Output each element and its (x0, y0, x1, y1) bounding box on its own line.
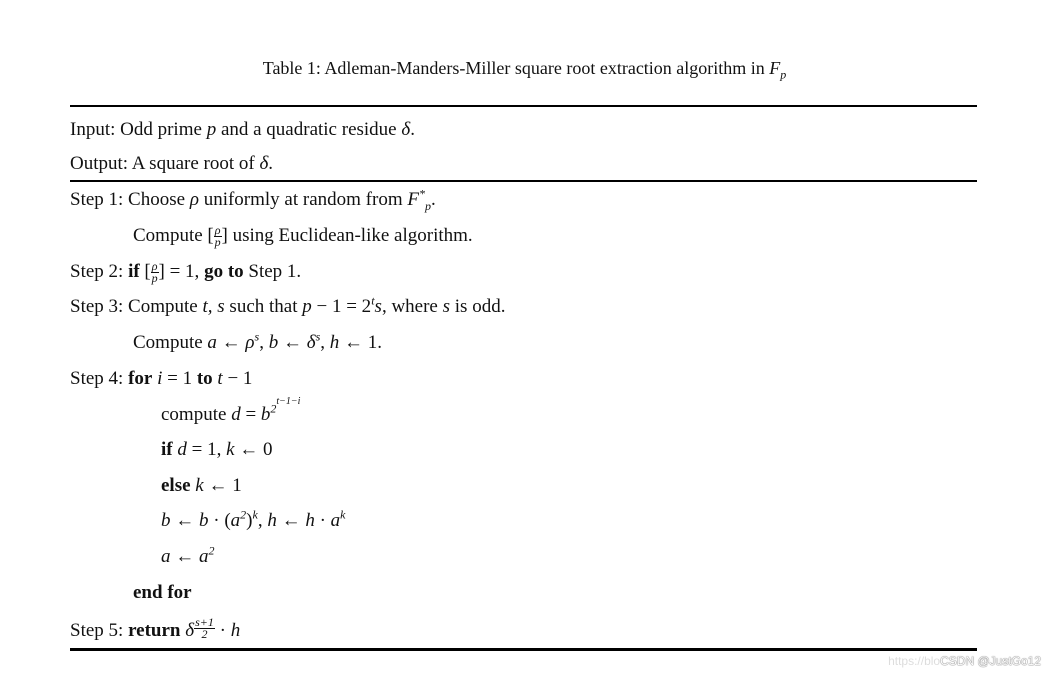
fraction-denominator: 2 (201, 627, 208, 641)
step-row (70, 188, 436, 212)
step-row (70, 295, 505, 319)
math-symbol: δ (259, 153, 269, 174)
caption-label: Table 1: Adleman-Manders-Miller square root extraction algorithm in (262, 58, 770, 78)
math-symbol: a (161, 546, 171, 567)
math-symbol: a (230, 510, 241, 531)
math-symbol: h (329, 332, 340, 353)
math-symbol: b (268, 332, 279, 353)
step-row (70, 617, 240, 643)
superscript: k (252, 507, 258, 522)
fraction-denominator: p (151, 271, 158, 286)
text-segment: , (259, 332, 269, 353)
math-symbol: d (177, 439, 187, 460)
math-symbol: p (302, 296, 312, 317)
text-segment: . (430, 189, 436, 210)
fraction-denominator: p (214, 235, 221, 250)
math-symbol: F (407, 189, 419, 210)
math-symbol: b (199, 510, 209, 531)
watermark-main: CSDN @JustGo12 (940, 654, 1041, 668)
math-symbol: h (305, 510, 315, 531)
text-segment: ← 1. (339, 332, 382, 353)
math-symbol: b (161, 510, 171, 531)
text-segment: is odd. (450, 296, 506, 317)
nested-superscript: t−1−i (276, 396, 301, 407)
math-symbol: s (442, 296, 451, 317)
text-segment: compute (161, 404, 232, 425)
fraction-numerator: ρ (214, 223, 221, 238)
watermark-faint: https://blo (888, 654, 941, 668)
math-symbol: t, s (202, 296, 225, 317)
text-segment: ← 1 (203, 475, 242, 496)
superscript: * (418, 186, 425, 201)
text-segment: = (240, 404, 261, 425)
text-segment: Step 1: Choose (70, 189, 190, 210)
step-row (133, 581, 192, 605)
watermark (888, 654, 1041, 668)
keyword: to (196, 368, 213, 389)
text-segment: · ( (208, 510, 231, 531)
math-symbol: t (217, 368, 223, 389)
math-symbol: b (260, 404, 271, 425)
bottom-rule (70, 648, 977, 651)
text-segment: . (410, 119, 415, 140)
text-segment: Step 1. (243, 261, 302, 282)
keyword: for (128, 368, 153, 389)
keyword: if (128, 261, 140, 282)
step-row (161, 509, 345, 533)
superscript: s (315, 329, 321, 344)
text-segment: Compute [ (133, 225, 214, 246)
text-segment: [ (139, 261, 151, 282)
math-symbol: i (157, 368, 163, 389)
text-segment: Step 4: (70, 368, 129, 389)
step-row (133, 224, 473, 248)
math-symbol: δ (306, 332, 316, 353)
fraction (151, 261, 159, 284)
math-symbol: ρ (245, 332, 255, 353)
math-symbol: a (330, 510, 341, 531)
math-symbol: a (207, 332, 217, 353)
math-symbol: δ (185, 620, 195, 641)
superscript: t (371, 293, 375, 308)
superscript: s (254, 329, 260, 344)
text-segment: . (268, 153, 274, 174)
math-symbol: δ (401, 119, 411, 140)
step-row (161, 545, 215, 569)
superscript: k (340, 507, 346, 522)
text-segment: Step 2: (70, 261, 129, 282)
superscript: 2 (270, 401, 277, 416)
keyword: if (161, 439, 173, 460)
top-rule (70, 105, 977, 107)
table-caption (0, 58, 1049, 82)
math-symbol: a (199, 546, 209, 567)
fraction (214, 225, 222, 248)
keyword: else (161, 475, 191, 496)
text-segment: ) (246, 510, 253, 531)
mid-rule (70, 180, 977, 182)
math-symbol: p (206, 119, 217, 140)
step-row (70, 260, 301, 284)
text-segment: ← 0 (234, 439, 273, 460)
text-segment: ← (216, 332, 246, 353)
text-segment: = 1 (162, 368, 197, 389)
math-symbol: ρ (189, 189, 199, 210)
superscript: 2 (208, 543, 215, 558)
math-symbol: h (230, 620, 241, 641)
math-symbol: k (226, 439, 235, 460)
io-row (70, 152, 273, 176)
step-row (161, 438, 273, 462)
text-segment: and a quadratic residue (216, 119, 402, 140)
math-symbol: s (374, 296, 382, 317)
math-symbol: d (231, 404, 241, 425)
text-segment: Output: A square root of (70, 153, 260, 174)
text-segment: − 1 (222, 368, 253, 389)
text-segment: uniformly at random from (198, 189, 408, 210)
keyword: go to (204, 261, 244, 282)
text-segment: Compute (133, 332, 208, 353)
text-segment: ← (170, 510, 199, 531)
step-row (161, 474, 242, 498)
math-symbol: k (195, 475, 204, 496)
text-segment: Input: Odd prime (70, 119, 207, 140)
step-row (161, 396, 301, 427)
text-segment: , where (381, 296, 443, 317)
text-segment: ] = 1, (158, 261, 205, 282)
text-segment: Step 3: Compute (70, 296, 203, 317)
text-segment: ← (278, 332, 307, 353)
text-segment: = 1, (186, 439, 227, 460)
text-segment: , (320, 332, 330, 353)
text-segment: ← (170, 546, 199, 567)
io-row (70, 118, 415, 142)
text-segment: ] using Euclidean-like algorithm. (221, 225, 473, 246)
math-symbol: h (267, 510, 277, 531)
text-segment: such that (224, 296, 303, 317)
step-row (133, 331, 382, 355)
caption-field: F (769, 58, 781, 78)
text-segment: , (257, 510, 268, 531)
keyword: return (128, 620, 181, 641)
fraction-numerator: s+1 (195, 615, 214, 629)
keyword: end for (133, 582, 192, 603)
subscript: p (424, 198, 431, 213)
text-segment: ← (276, 510, 306, 531)
text-segment: − 1 = 2 (311, 296, 372, 317)
fraction (194, 617, 215, 640)
text-segment: · (214, 620, 231, 641)
fraction-numerator: ρ (151, 259, 158, 274)
caption-field-sub: p (780, 67, 787, 82)
superscript: 2 (240, 507, 247, 522)
text-segment: Step 5: (70, 620, 129, 641)
step-row (70, 367, 252, 391)
text-segment: · (314, 510, 331, 531)
